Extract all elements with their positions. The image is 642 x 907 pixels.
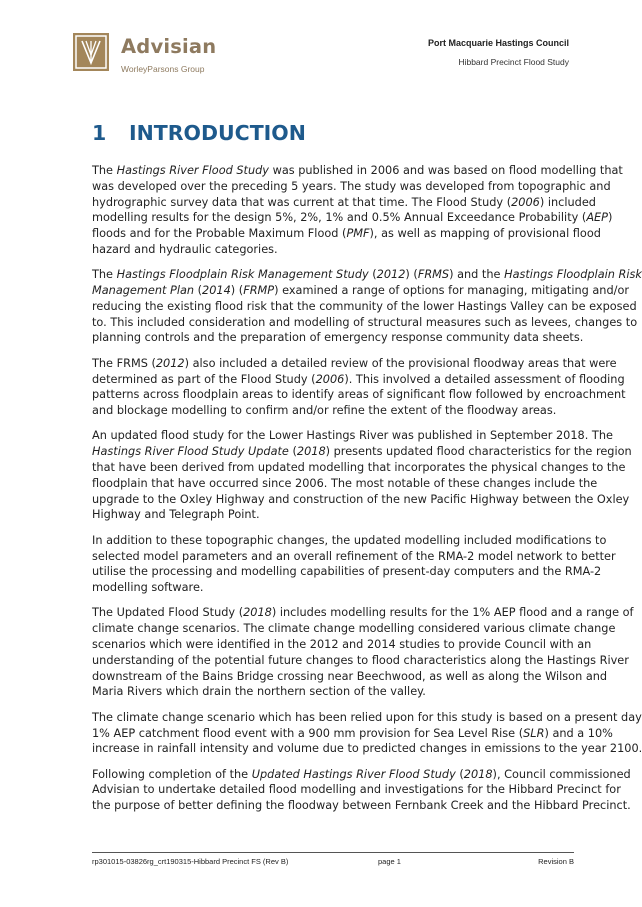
project-name: Hibbard Precinct Flood Study — [458, 57, 569, 67]
paragraph: The climate change scenario which has been relied upon for this study is based on a present day 1% AEP catchment flood event with a 900 mm provision for Sea Level Rise (SLR) and a 10% increase in rainfall intensity and volume due to predicted changes in emissions to the year 2100. — [92, 710, 642, 756]
paragraph: The Hastings Floodplain Risk Management Study (2012) (FRMS) and the Hastings Floodplain Risk Management Plan (2014) (FRMP) examined a range of options for managing, mitigating and/or reducing the existing flood risk that the community of the lower Hastings Valley can be exposed to. This included consideration and modelling of structural measures such as levees, changes to planning controls and the preparation of emergency response community data sheets. — [92, 268, 642, 345]
paragraph: An updated flood study for the Lower Hastings River was published in September 2018. The Hastings River Flood Study Update (2018) presents updated flood characteristics for the region that have been derived from updated modelling that incorporates the physical changes to the floodplain that have occurred since 2006. The most notable of these changes include the upgrade to the Oxley Highway and construction of the new Pacific Highway between the Oxley Highway and Telegraph Point. — [92, 429, 632, 522]
paragraph: In addition to these topographic changes, the updated modelling included modifications to selected model parameters and an overall refinement of the RMA-2 model network to better utilise the processing and modelling capabilities of present-day computers and the RMA-2 modelling software. — [92, 533, 616, 595]
paragraph: The FRMS (2012) also included a detailed review of the provisional floodway areas that were determined as part of the Flood Study (2006). This involved a detailed assessment of flooding patterns across floodplain areas to identify areas of significant flow followed by encroachment and blockage modelling to confirm and/or refine the extent of the floodway areas. — [92, 356, 626, 418]
paragraph: The Hastings River Flood Study was published in 2006 and was based on flood modelling that was developed over the preceding 5 years. The study was developed from topographic and hydrographic survey data that was current at that time. The Flood Study (2006) included modelling results for the design 5%, 2%, 1% and 0.5% Annual Exceedance Probability (AEP) floods and for the Probable Maximum Flood (PMF), as well as mapping of provisional flood hazard and hydraulic categories. — [92, 164, 623, 256]
footer-doc-ref: rp301015-03826rg_crt190315-Hibbard Precinct FS (Rev B) — [92, 857, 289, 866]
paragraph: The Updated Flood Study (2018) includes modelling results for the 1% AEP flood and a range of climate change scenarios. The climate change modelling considered various climate change scenarios which were identified in the 2012 and 2014 studies to provide Council with an understanding of the potential future changes to flood characteristics along the Hastings River downstream of the Bains Bridge crossing near Beechwood, as well as along the Wilson and Maria Rivers which drain the northern section of the valley. — [92, 606, 634, 699]
footer-page-number: page 1 — [378, 857, 401, 866]
brand-name: Advisian — [121, 35, 217, 58]
section-title: INTRODUCTION — [129, 121, 306, 145]
footer-revision: Revision B — [538, 857, 574, 866]
document-header — [428, 38, 569, 67]
client-name: Port Macquarie Hastings Council — [427, 38, 569, 48]
logo — [73, 33, 216, 74]
page-footer — [92, 852, 574, 871]
section-number: 1 — [92, 121, 107, 145]
advisian-logo-icon — [73, 33, 109, 71]
brand-subtitle: WorleyParsons Group — [121, 64, 205, 74]
section-heading — [92, 121, 306, 145]
paragraph: Following completion of the Updated Hastings River Flood Study (2018), Council commissioned Advisian to undertake detailed flood modelling and investigations for the Hibbard Precinct for the purpose of better defining the floodway between Fernbank Creek and the Hibbard Precinct. — [92, 767, 631, 813]
body-text — [92, 163, 642, 823]
